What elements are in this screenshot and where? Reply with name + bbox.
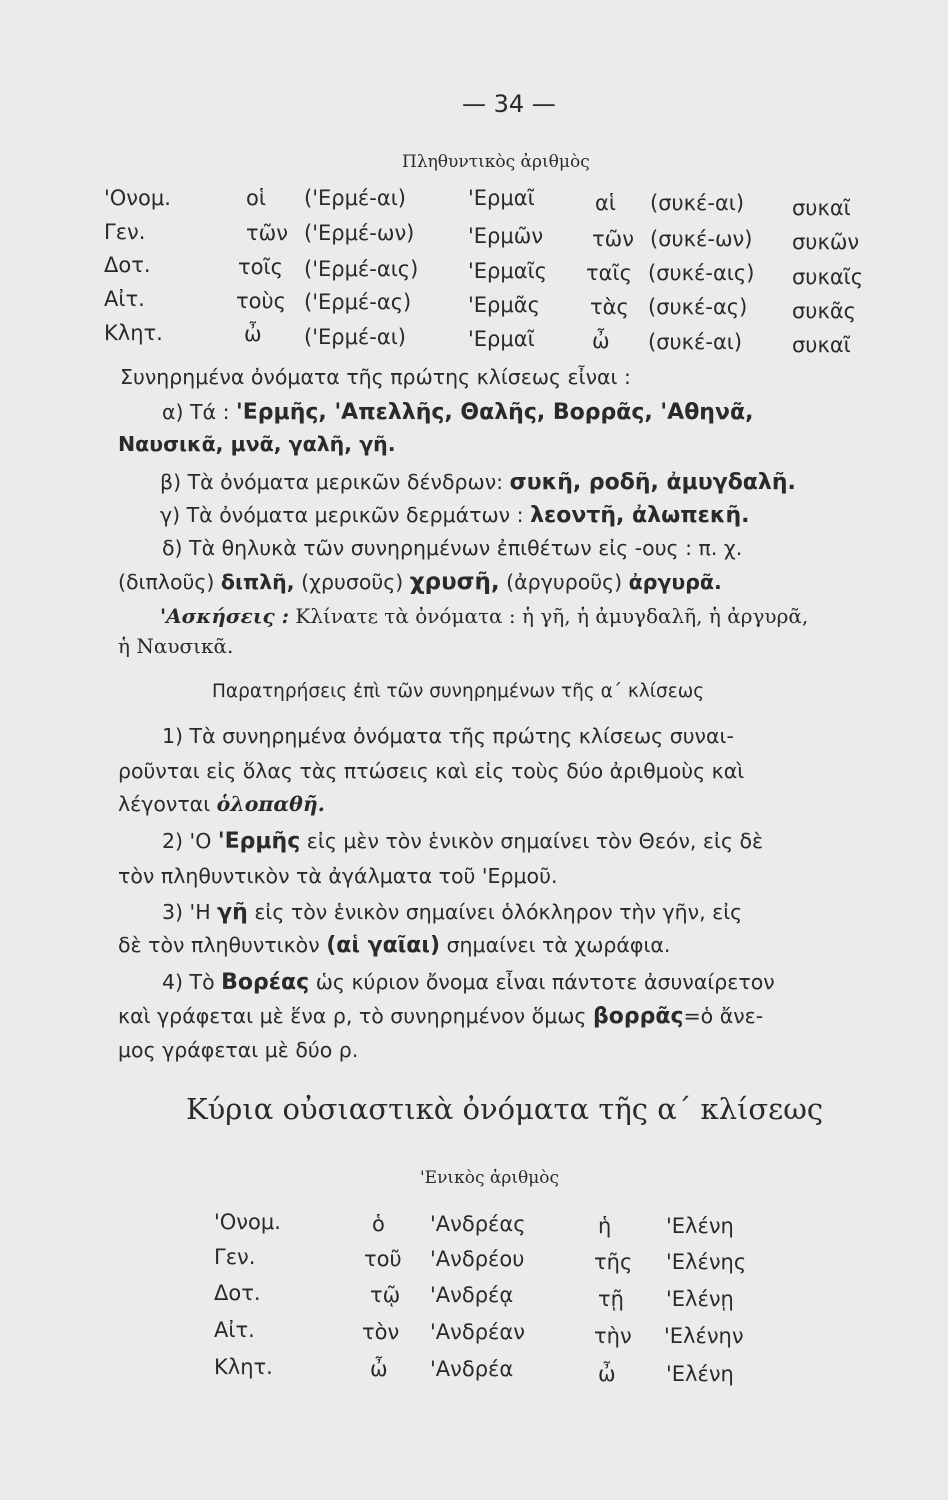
case-label: 'Ονομ. xyxy=(214,1210,281,1234)
uncontracted-form: (συκέ-ων) xyxy=(650,227,753,251)
uncontracted-form: ('Ερμέ-αι) xyxy=(304,186,406,210)
uncontracted-form: ('Ερμέ-ων) xyxy=(304,221,415,245)
contracted-form: συκαῖ xyxy=(792,333,851,357)
article: αἱ xyxy=(595,191,616,215)
name-form: 'Ανδρέαν xyxy=(430,1320,525,1344)
uncontracted-form: (συκέ-αις) xyxy=(648,261,755,285)
item-d-form: (χρυσοῦς) xyxy=(301,570,404,594)
item-c-prefix: γ) Τὰ ὀνόματα μερικῶν δερμάτων : xyxy=(160,503,524,527)
article: τῆς xyxy=(594,1250,633,1274)
exercise-label: 'Ασκήσεις : xyxy=(160,604,290,628)
remark-3-text: δὲ τὸν πληθυντικὸν xyxy=(118,933,320,957)
item-d-bold-form: χρυσῆ, xyxy=(409,569,500,595)
case-label: Γεν. xyxy=(214,1245,256,1269)
remark-1-text: λέγονται xyxy=(118,792,211,816)
remark-1-term: ὁλοπαθῆ. xyxy=(216,792,325,816)
page-number: — 34 — xyxy=(462,90,556,118)
item-d-line2 xyxy=(118,569,722,595)
section-title: Κύρια οὐσιαστικὰ ὀνόματα τῆς α΄ κλίσεως xyxy=(186,1092,824,1126)
remark-1-line1: 1) Τὰ συνηρημένα ὀνόματα τῆς πρώτης κλίσεως συναι- xyxy=(162,724,734,748)
case-label: Αἰτ. xyxy=(104,287,145,311)
item-d-bold-form: ἀργυρᾶ. xyxy=(628,570,722,594)
remark-4-text: 4) Τὸ xyxy=(162,970,215,994)
remark-1-line3 xyxy=(118,792,325,816)
article: τοὺς xyxy=(236,289,286,313)
contracted-form: συκαῖ xyxy=(792,196,851,220)
article: τῶν xyxy=(592,227,634,251)
item-b-bold-words: συκῆ, ροδῆ, ἀμυγδαλῆ. xyxy=(509,470,796,495)
contracted-intro: Συνηρημένα ὀνόματα τῆς πρώτης κλίσεως εἶναι : xyxy=(120,365,631,389)
uncontracted-form: ('Ερμέ-αι) xyxy=(304,325,406,349)
item-a-line2 xyxy=(118,432,396,456)
remark-3-line2 xyxy=(118,933,670,958)
article: τῇ xyxy=(598,1287,624,1311)
article: τὸν xyxy=(362,1320,400,1344)
article: τῶν xyxy=(246,221,288,245)
remark-4-line1 xyxy=(162,970,775,995)
item-a-bold-words: 'Ερμῆς, 'Απελλῆς, Θαλῆς, Βορρᾶς, 'Αθηνᾶ, xyxy=(236,400,754,425)
article: ὦ xyxy=(592,329,610,353)
contracted-form: συκᾶς xyxy=(792,299,857,323)
article: ὁ xyxy=(372,1212,385,1236)
article: τῷ xyxy=(370,1283,401,1307)
remark-2-text: εἰς μὲν τὸν ἑνικὸν σημαίνει τὸν Θεόν, εἰς δὲ xyxy=(306,829,764,853)
article: τὰς xyxy=(590,295,629,319)
remark-3-text: 3) 'Η xyxy=(162,900,211,924)
contracted-form: συκῶν xyxy=(792,230,860,254)
remark-3-text: σημαίνει τὰ χωράφια. xyxy=(446,933,671,957)
uncontracted-form: (συκέ-αι) xyxy=(650,191,745,215)
exercise-text: Κλίνατε τὰ ὀνόματα : ἡ γῆ, ἡ ἀμυγδαλῆ, ἡ ἀργυρᾶ, xyxy=(295,604,809,628)
case-label: Δοτ. xyxy=(214,1281,261,1305)
remark-1-line2: ροῦνται εἰς ὅλας τὰς πτώσεις καὶ εἰς τοὺς δύο ἀριθμοὺς καὶ xyxy=(118,759,745,783)
item-a-line2-text: Ναυσικᾶ, μνᾶ, γαλῆ, γῆ. xyxy=(118,432,396,456)
name-form: 'Ανδρέου xyxy=(430,1247,525,1271)
plural-heading: Πληθυντικὸς ἀριθμὸς xyxy=(402,152,590,172)
article: ὦ xyxy=(598,1362,616,1386)
remark-4-term: βορρᾶς xyxy=(592,1004,684,1029)
case-label: Γεν. xyxy=(104,220,146,244)
exercise-line2: ἡ Ναυσικᾶ. xyxy=(118,634,234,658)
name-form: 'Ελένη xyxy=(666,1362,734,1386)
item-b-prefix: β) Τὰ ὀνόματα μερικῶν δένδρων: xyxy=(160,470,504,494)
item-d-form: (ἀργυροῦς) xyxy=(506,570,623,594)
contracted-form: 'Ερμαῖ xyxy=(468,327,535,351)
item-d-line1: δ) Τὰ θηλυκὰ τῶν συνηρημένων ἐπιθέτων εἰς -ους : π. χ. xyxy=(162,536,743,560)
name-form: 'Ελένης xyxy=(666,1250,747,1274)
name-form: 'Ελένη xyxy=(666,1214,734,1238)
article: ἡ xyxy=(598,1214,612,1238)
article: οἱ xyxy=(246,186,266,210)
article: τοῦ xyxy=(364,1247,402,1271)
remark-2-term: 'Ερμῆς xyxy=(217,829,301,854)
item-c xyxy=(160,503,750,528)
remarks-heading: Παρατηρήσεις ἐπὶ τῶν συνηρημένων τῆς α΄ κλίσεως xyxy=(212,681,705,702)
contracted-form: 'Ερμαῖ xyxy=(468,186,535,210)
remark-4-line2 xyxy=(118,1004,763,1029)
name-form: 'Ελένην xyxy=(664,1324,744,1348)
uncontracted-form: (συκέ-αι) xyxy=(648,330,743,354)
article: ὦ xyxy=(370,1357,388,1381)
remark-3-text: εἰς τὸν ἑνικὸν σημαίνει ὁλόκληρον τὴν γῆν, εἰς xyxy=(254,900,743,924)
remark-2-line2: τὸν πληθυντικὸν τὰ ἀγάλματα τοῦ 'Ερμοῦ. xyxy=(118,864,558,888)
singular-heading: 'Ενικὸς ἀριθμὸς xyxy=(420,1168,560,1188)
remark-3-line1 xyxy=(162,900,742,925)
contracted-form: συκαῖς xyxy=(792,265,864,289)
remark-4-text: ὡς κύριον ὄνομα εἶναι πάντοτε ἀσυναίρετον xyxy=(315,970,775,994)
remark-4-text: καὶ γράφεται μὲ ἕνα ρ, τὸ συνηρημένον ὅμως xyxy=(118,1004,587,1028)
remark-3-term: (αἱ γαῖαι) xyxy=(326,933,441,958)
uncontracted-form: ('Ερμέ-ας) xyxy=(304,290,412,314)
contracted-form: 'Ερμαῖς xyxy=(468,259,548,283)
remark-4-term: Βορέας xyxy=(221,970,310,995)
item-d-bold-form: διπλῆ, xyxy=(220,570,295,594)
name-form: 'Ανδρέας xyxy=(430,1212,526,1236)
remark-4-line3: μος γράφεται μὲ δύο ρ. xyxy=(118,1038,359,1062)
case-label: Αἰτ. xyxy=(214,1318,255,1342)
case-label: Δοτ. xyxy=(104,253,151,277)
article: ὦ xyxy=(244,322,262,346)
contracted-form: 'Ερμῶν xyxy=(468,224,544,248)
case-label: Κλητ. xyxy=(214,1355,273,1379)
uncontracted-form: (συκέ-ας) xyxy=(648,295,748,319)
case-label: Κλητ. xyxy=(104,321,163,345)
item-a-prefix: α) Τά : xyxy=(162,400,230,424)
remark-4-text: =ὁ ἄνε- xyxy=(683,1004,764,1028)
item-a-line1 xyxy=(162,400,753,425)
item-c-bold-words: λεοντῆ, ἀλωπεκῆ. xyxy=(530,503,750,528)
item-d-form: (διπλοῦς) xyxy=(118,570,215,594)
name-form: 'Ανδρέα xyxy=(430,1357,514,1381)
remark-2-text: 2) 'Ο xyxy=(162,829,212,853)
remark-2-line1 xyxy=(162,829,763,854)
remark-3-term: γῆ xyxy=(217,900,248,925)
uncontracted-form: ('Ερμέ-αις) xyxy=(304,257,419,281)
contracted-form: 'Ερμᾶς xyxy=(468,293,540,317)
article: ταῖς xyxy=(586,261,632,285)
article: τὴν xyxy=(594,1324,632,1348)
name-form: 'Ελένῃ xyxy=(666,1287,734,1311)
item-b xyxy=(160,470,796,495)
name-form: 'Ανδρέᾳ xyxy=(430,1283,514,1307)
case-label: 'Ονομ. xyxy=(104,186,171,210)
exercise-line1 xyxy=(160,604,808,628)
article: τοῖς xyxy=(238,255,283,279)
